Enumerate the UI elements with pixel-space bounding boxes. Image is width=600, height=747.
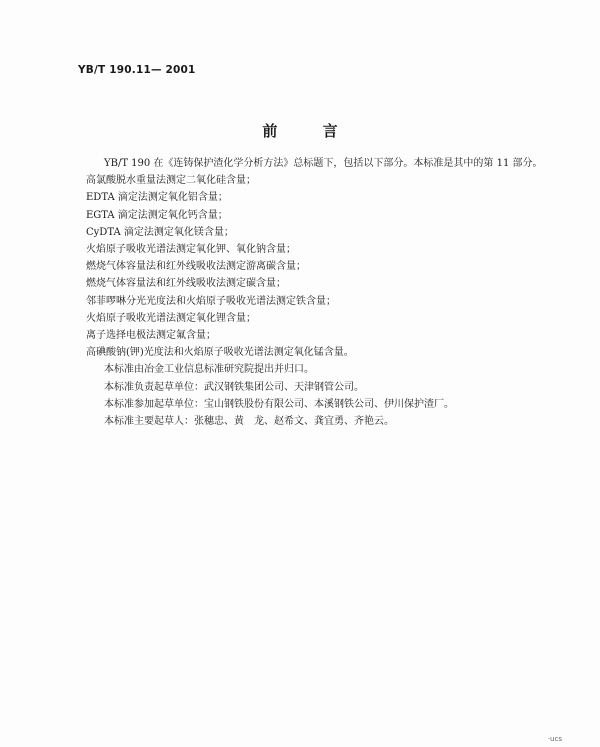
corner-mark: ·ucs: [547, 735, 562, 743]
list-item: 燃烧气体容量法和红外线吸收法测定游离碳含量；: [86, 261, 306, 273]
list-item: 离子选择电极法测定氟含量；: [86, 330, 216, 342]
document-body: [86, 155, 556, 430]
standard-code: YB/T 190.11— 2001: [78, 64, 196, 76]
list-item: CyDTA 滴定法测定氧化镁含量；: [86, 226, 234, 238]
list-item: 邻菲啰啉分光光度法和火焰原子吸收光谱法测定铁含量；: [86, 295, 336, 307]
list-item: 高氯酸脱水重量法测定二氧化硅含量；: [86, 175, 256, 187]
list-item: 高碘酸钠(钾)光度法和火焰原子吸收光谱法测定氧化锰含量。: [86, 347, 354, 359]
note-paragraph: 本标准参加起草单位：宝山钢铁股份有限公司、本溪钢铁公司、伊川保护渣厂。: [104, 398, 454, 410]
list-item: 火焰原子吸收光谱法测定氧化锂含量；: [86, 312, 256, 324]
note-paragraph: 本标准由冶金工业信息标准研究院提出并归口。: [104, 364, 314, 376]
note-paragraph: 本标准主要起草人：张穗忠、黄 龙、赵希文、龚宜勇、齐艳云。: [104, 416, 394, 428]
intro-paragraph: YB/T 190 在《连铸保护渣化学分析方法》总标题下，包括以下部分。本标准是其中的第 11 部分。: [104, 158, 543, 169]
page-title: 前 言: [262, 122, 338, 140]
note-paragraph: 本标准负责起草单位：武汉钢铁集团公司、天津钢管公司。: [104, 381, 364, 393]
list-item: EDTA 滴定法测定氧化铝含量；: [86, 192, 228, 204]
list-item: EGTA 滴定法测定氧化钙含量；: [86, 209, 228, 221]
list-item: 火焰原子吸收光谱法测定氧化钾、氧化钠含量；: [86, 244, 296, 256]
list-item: 燃烧气体容量法和红外线吸收法测定碳含量；: [86, 278, 286, 290]
